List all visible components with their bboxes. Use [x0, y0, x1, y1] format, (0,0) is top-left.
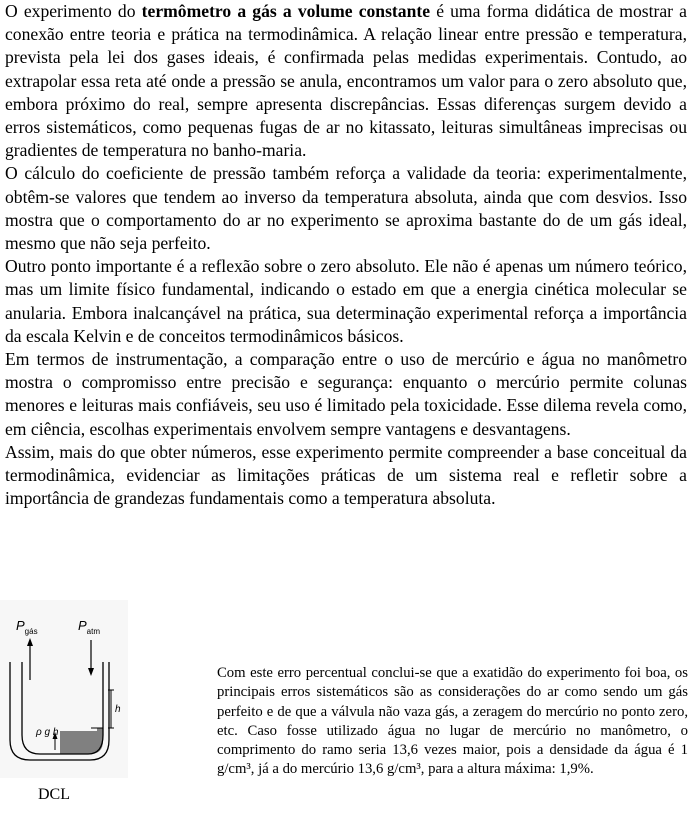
pgas-label: $P_{gás}$ — [16, 618, 38, 636]
bold-term: termômetro a gás a volume constante — [141, 1, 431, 21]
main-text — [5, 0, 687, 510]
rhogh-label: ρ g h — [36, 727, 59, 738]
patm-label: $P_{atm}$ — [78, 618, 101, 636]
paragraph-3: Outro ponto importante é a reflexão sobre o zero absoluto. Ele não é apenas um número teórico, mas um limite físico fundamental, indicando o estado em que a energia cinética molecular se anularia. Embora inalcançável na prática, sua determinação experimental reforça a importância da escala Kelvin e de conceitos termodinâmicos básicos. — [5, 256, 687, 346]
paragraph-2: O cálculo do coeficiente de pressão também reforça a validade da teoria: experimentalmente, obtêm-se valores que tendem ao inverso da temperatura absoluta, ainda que com desvios. Isso mostra que o comportamento do ar no experimento se aproxima bastante do de um gás ideal, mesmo que não seja perfeito. — [5, 163, 687, 254]
manometer-diagram — [0, 600, 128, 778]
h-label: h — [115, 704, 121, 715]
mercury-column — [60, 728, 103, 754]
paragraph-1: O experimento do termômetro a gás a volume constante é uma forma didática de mostrar a conexão entre teoria e prática na termodinâmica. A relação linear entre pressão e temperatura, prevista pela lei dos gases ideais, é confirmada pelas medidas experimentais. Contudo, ao extrapolar essa reta até onde a pressão se anula, encontramos um valor para o zero absoluto que, embora próximo do real, sempre apresenta discrepâncias. Essas diferenças surgem devido a erros sistemáticos, como pequenas fugas de ar no kitassato, leituras simultâneas imprecisas ou gradientes de temperatura no banho-maria. — [5, 1, 687, 161]
paragraph-5: Assim, mais do que obter números, esse experimento permite compreender a base conceitual da termodinâmica, evidenciar as limitações práticas de um sistema real e refletir sobre a importância de grandezas fundamentais como a temperatura absoluta. — [5, 441, 687, 509]
figure-caption: DCL — [38, 786, 70, 803]
side-text: Com este erro percentual conclui-se que a exatidão do experimento foi boa, os principais erros sistemáticos são as considerações do ar como sendo um gás perfeito e de que a válvula não vaza gás, a zeragem do mercúrio no ponto zero, etc. Caso fosse utilizado água no lugar de mercúrio no manômetro, o comprimento do ramo seria 13,6 vezes maior, pois a densidade da água é 1 g/cm³, já a do mercúrio 13,6 g/cm³, para a altura máxima: 1,9%. — [217, 665, 688, 778]
paragraph-4: Em termos de instrumentação, a comparação entre o uso de mercúrio e água no manômetro mostra o compromisso entre precisão e segurança: enquanto o mercúrio permite colunas menores e leituras mais confiáveis, seu uso é limitado pela toxicidade. Esse dilema revela como, em ciência, escolhas experimentais envolvem sempre vantagens e desvantagens. — [5, 349, 687, 439]
manometer-svg — [0, 600, 128, 778]
